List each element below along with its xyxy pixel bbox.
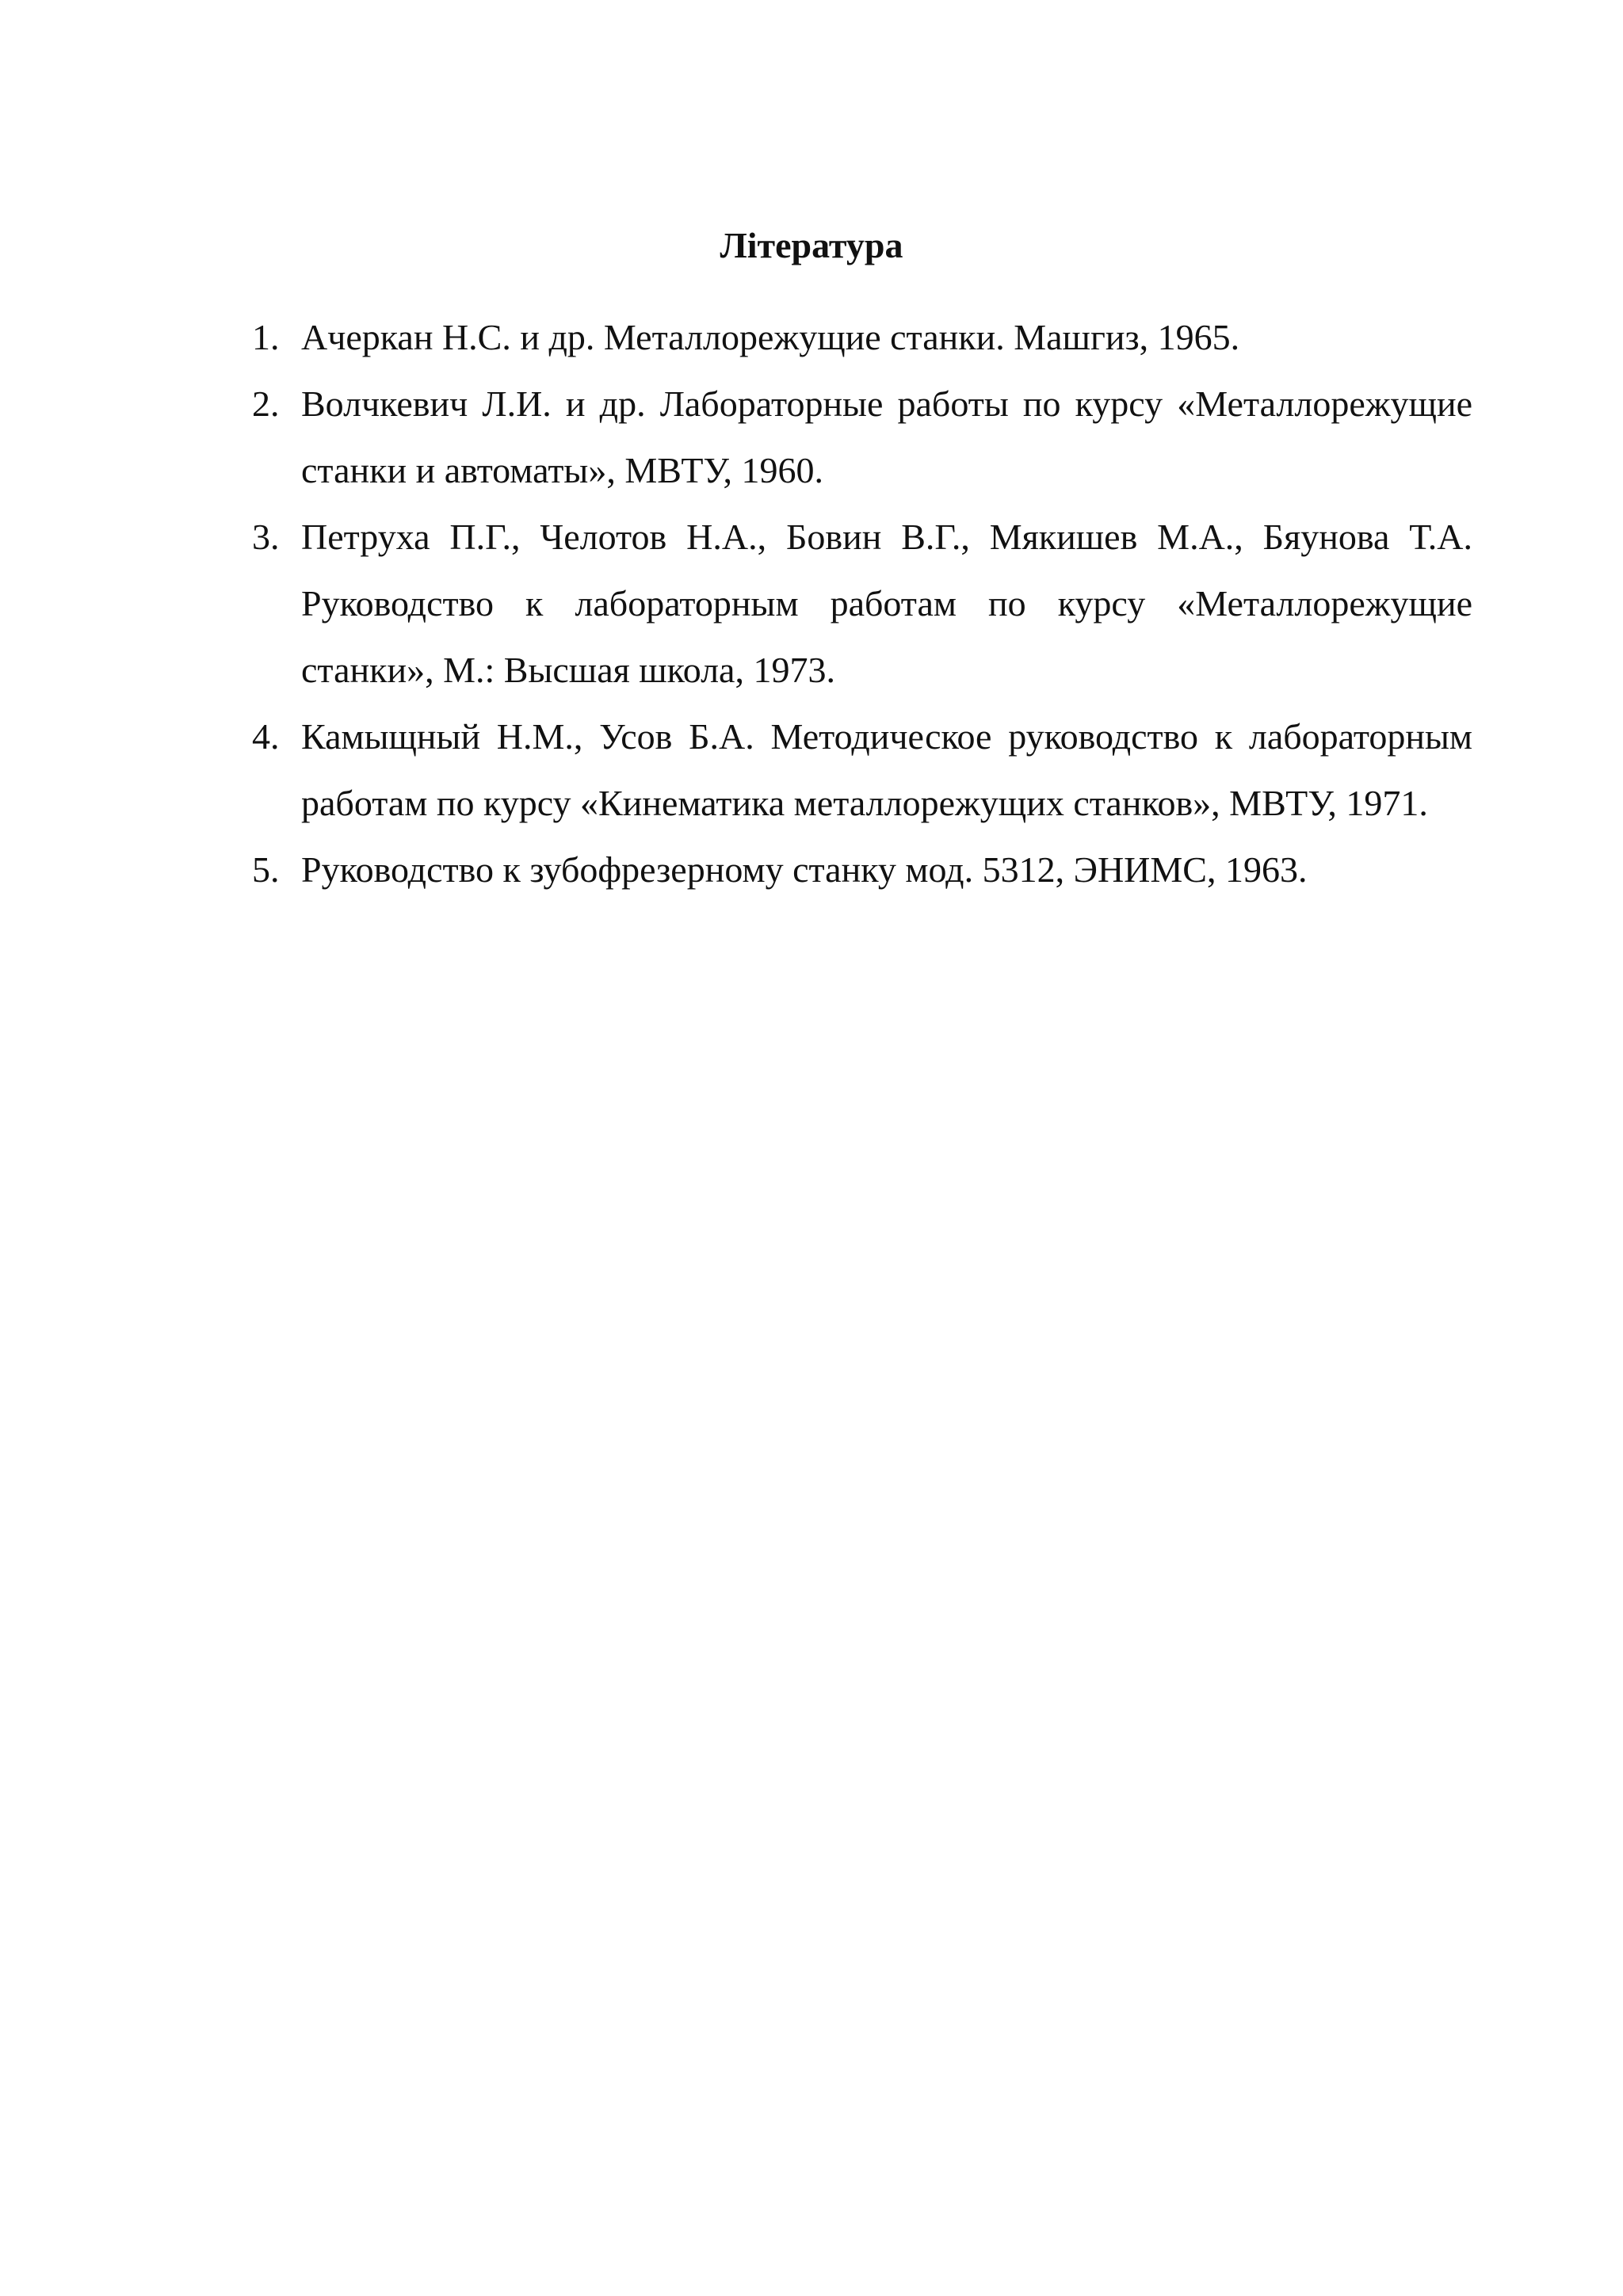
reference-text: Руководство к зубофрезерному станку мод. 5312, ЭНИМС, 1963. — [301, 849, 1308, 890]
reference-number: 4. — [252, 716, 280, 757]
reference-item — [252, 304, 1472, 371]
reference-text: Камыщный Н.М., Усов Б.А. Методическое руководство к лабораторным работам по курсу «Кинематика металлорежущих станков», МВТУ, 1971. — [301, 716, 1472, 823]
reference-text: Волчкевич Л.И. и др. Лабораторные работы по курсу «Металлорежущие станки и автоматы», МВТУ, 1960. — [301, 383, 1472, 490]
reference-text: Петруха П.Г., Челотов Н.А., Бовин В.Г., Мякишев М.А., Бяунова Т.А. Руководство к лабораторным работам по курсу «Металлорежущие станки», М.: Высшая школа, 1973. — [301, 517, 1472, 690]
reference-number: 3. — [252, 517, 280, 557]
reference-text: Ачеркан Н.С. и др. Металлорежущие станки. Машгиз, 1965. — [301, 317, 1240, 357]
reference-list — [252, 304, 1472, 903]
reference-number: 2. — [252, 383, 280, 424]
reference-item — [252, 371, 1472, 504]
reference-number: 5. — [252, 849, 280, 890]
page-title: Література — [720, 225, 903, 265]
reference-item — [252, 704, 1472, 837]
reference-item — [252, 504, 1472, 704]
reference-number: 1. — [252, 317, 280, 357]
reference-item — [252, 837, 1472, 903]
